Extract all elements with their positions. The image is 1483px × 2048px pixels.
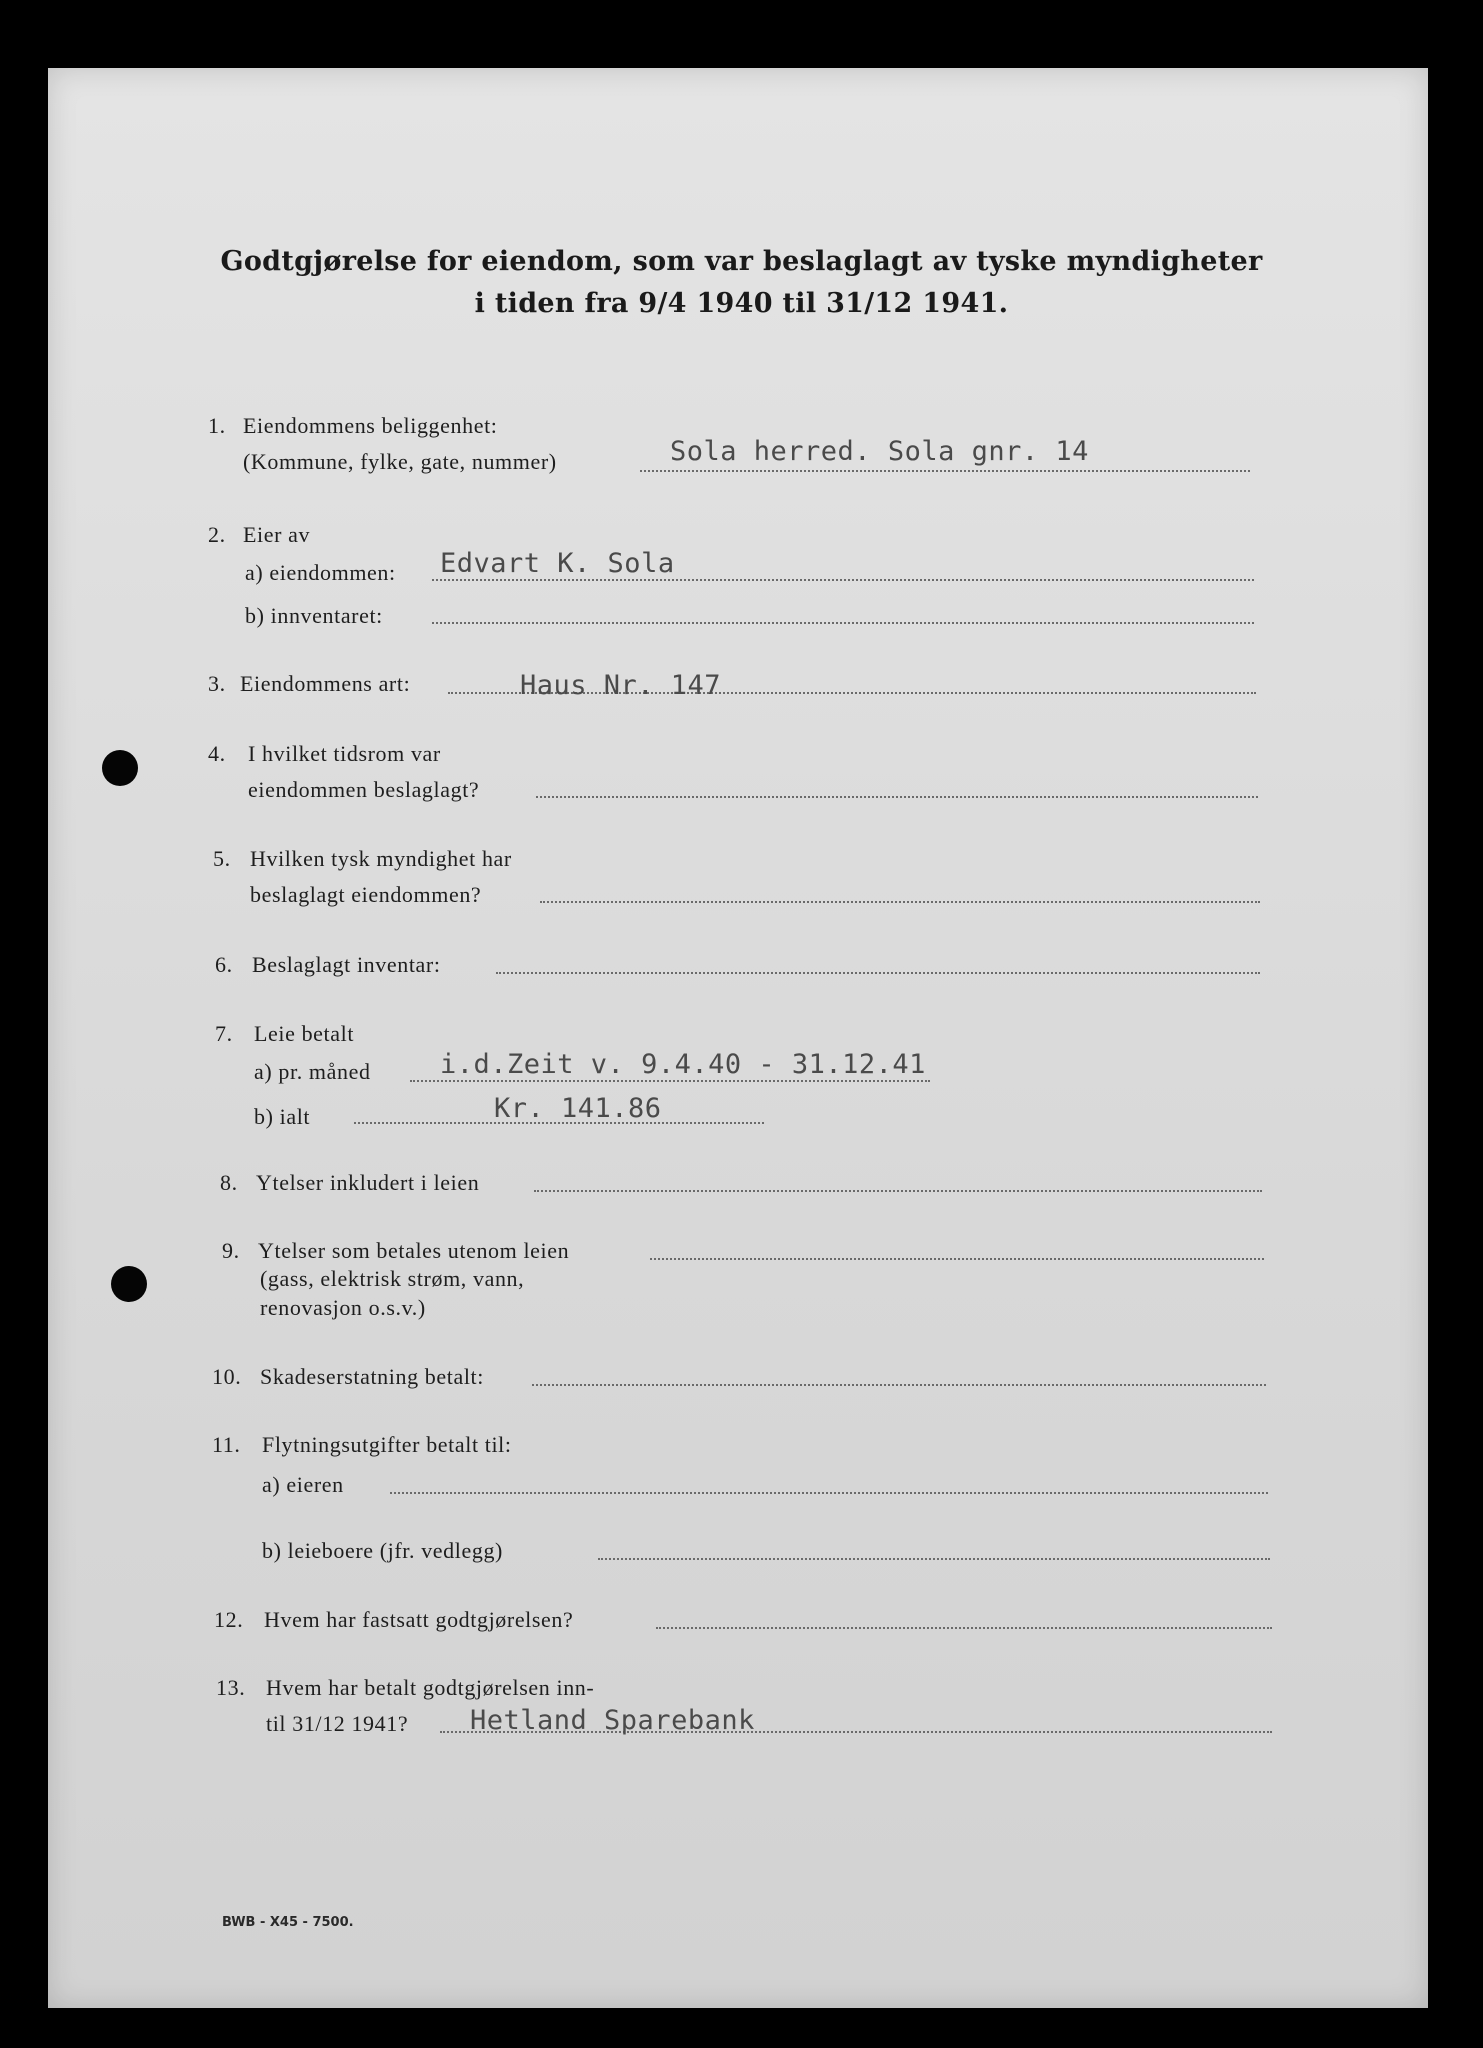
form-title-line1: Godtgjørelse for eiendom, som var beslaglagt av tyske myndigheter — [220, 246, 1263, 277]
q2b-label: b) innventaret: — [245, 603, 383, 628]
q2-number: 2. — [208, 522, 226, 547]
punch-hole — [111, 1266, 147, 1302]
q1-sublabel: (Kommune, fylke, gate, nummer) — [243, 449, 557, 474]
q11b-label: b) leieboere (jfr. vedlegg) — [262, 1538, 503, 1563]
q3-label: Eiendommens art: — [240, 671, 411, 696]
q1-label: Eiendommens beliggenhet: — [243, 413, 498, 438]
q1-answer-line — [640, 470, 1250, 472]
q4-answer-line — [536, 796, 1258, 798]
q11b-answer-line — [598, 1558, 1270, 1560]
form-title-line2: i tiden fra 9/4 1940 til 31/12 1941. — [474, 288, 1009, 319]
q7a-answer: i.d.Zeit v. 9.4.40 - 31.12.41 — [440, 1049, 926, 1080]
q10-answer-line — [532, 1384, 1266, 1386]
q12-answer-line — [656, 1627, 1272, 1629]
q6-answer-line — [496, 972, 1260, 974]
q7a-label: a) pr. måned — [254, 1059, 371, 1084]
q10-label: Skadeserstatning betalt: — [260, 1364, 484, 1389]
q9-number: 9. — [222, 1238, 240, 1263]
q6-number: 6. — [215, 952, 233, 977]
q2a-answer: Edvart K. Sola — [440, 548, 675, 579]
q7-label: Leie betalt — [254, 1021, 355, 1046]
q3-answer: Haus Nr. 147 — [520, 670, 722, 701]
q7a-answer-line — [410, 1080, 930, 1082]
q13-answer: Hetland Sparebank — [470, 1705, 755, 1736]
q8-number: 8. — [220, 1170, 238, 1195]
punch-hole — [102, 750, 138, 786]
q11a-answer-line — [390, 1492, 1268, 1494]
q11-number: 11. — [212, 1432, 241, 1457]
q1-number: 1. — [208, 413, 226, 438]
q5-label: Hvilken tysk myndighet har — [250, 846, 512, 871]
q5-answer-line — [540, 901, 1260, 903]
q5-number: 5. — [213, 846, 231, 871]
q5-sublabel: beslaglagt eiendommen? — [250, 882, 482, 907]
q9-line3: renovasjon o.s.v.) — [260, 1295, 426, 1320]
q4-label: I hvilket tidsrom var — [248, 741, 441, 766]
q7b-answer: Kr. 141.86 — [494, 1093, 662, 1124]
q12-number: 12. — [214, 1607, 244, 1632]
q7b-label: b) ialt — [254, 1104, 311, 1129]
q12-label: Hvem har fastsatt godtgjørelsen? — [264, 1607, 574, 1632]
q6-label: Beslaglagt inventar: — [252, 952, 441, 977]
q2a-answer-line — [432, 579, 1254, 581]
q2b-answer-line — [432, 622, 1254, 624]
q4-number: 4. — [208, 741, 226, 766]
q9-label: Ytelser som betales utenom leien — [258, 1238, 570, 1263]
q7-number: 7. — [215, 1021, 233, 1046]
q13-sublabel: til 31/12 1941? — [266, 1711, 409, 1736]
q8-label: Ytelser inkludert i leien — [256, 1170, 480, 1195]
q13-number: 13. — [216, 1675, 246, 1700]
q2a-label: a) eiendommen: — [245, 560, 396, 585]
q1-answer: Sola herred. Sola gnr. 14 — [670, 436, 1089, 467]
q11-label: Flytningsutgifter betalt til: — [262, 1432, 512, 1457]
q9-line2: (gass, elektrisk strøm, vann, — [260, 1266, 525, 1291]
q8-answer-line — [534, 1190, 1262, 1192]
q10-number: 10. — [212, 1364, 242, 1389]
q2-label: Eier av — [243, 522, 311, 547]
q4-sublabel: eiendommen beslaglagt? — [248, 777, 480, 802]
q3-number: 3. — [208, 671, 226, 696]
q11a-label: a) eieren — [262, 1472, 344, 1497]
q13-label: Hvem har betalt godtgjørelsen inn- — [266, 1675, 595, 1700]
q9-answer-line — [650, 1258, 1264, 1260]
print-code: BWB - X45 - 7500. — [222, 1915, 354, 1930]
